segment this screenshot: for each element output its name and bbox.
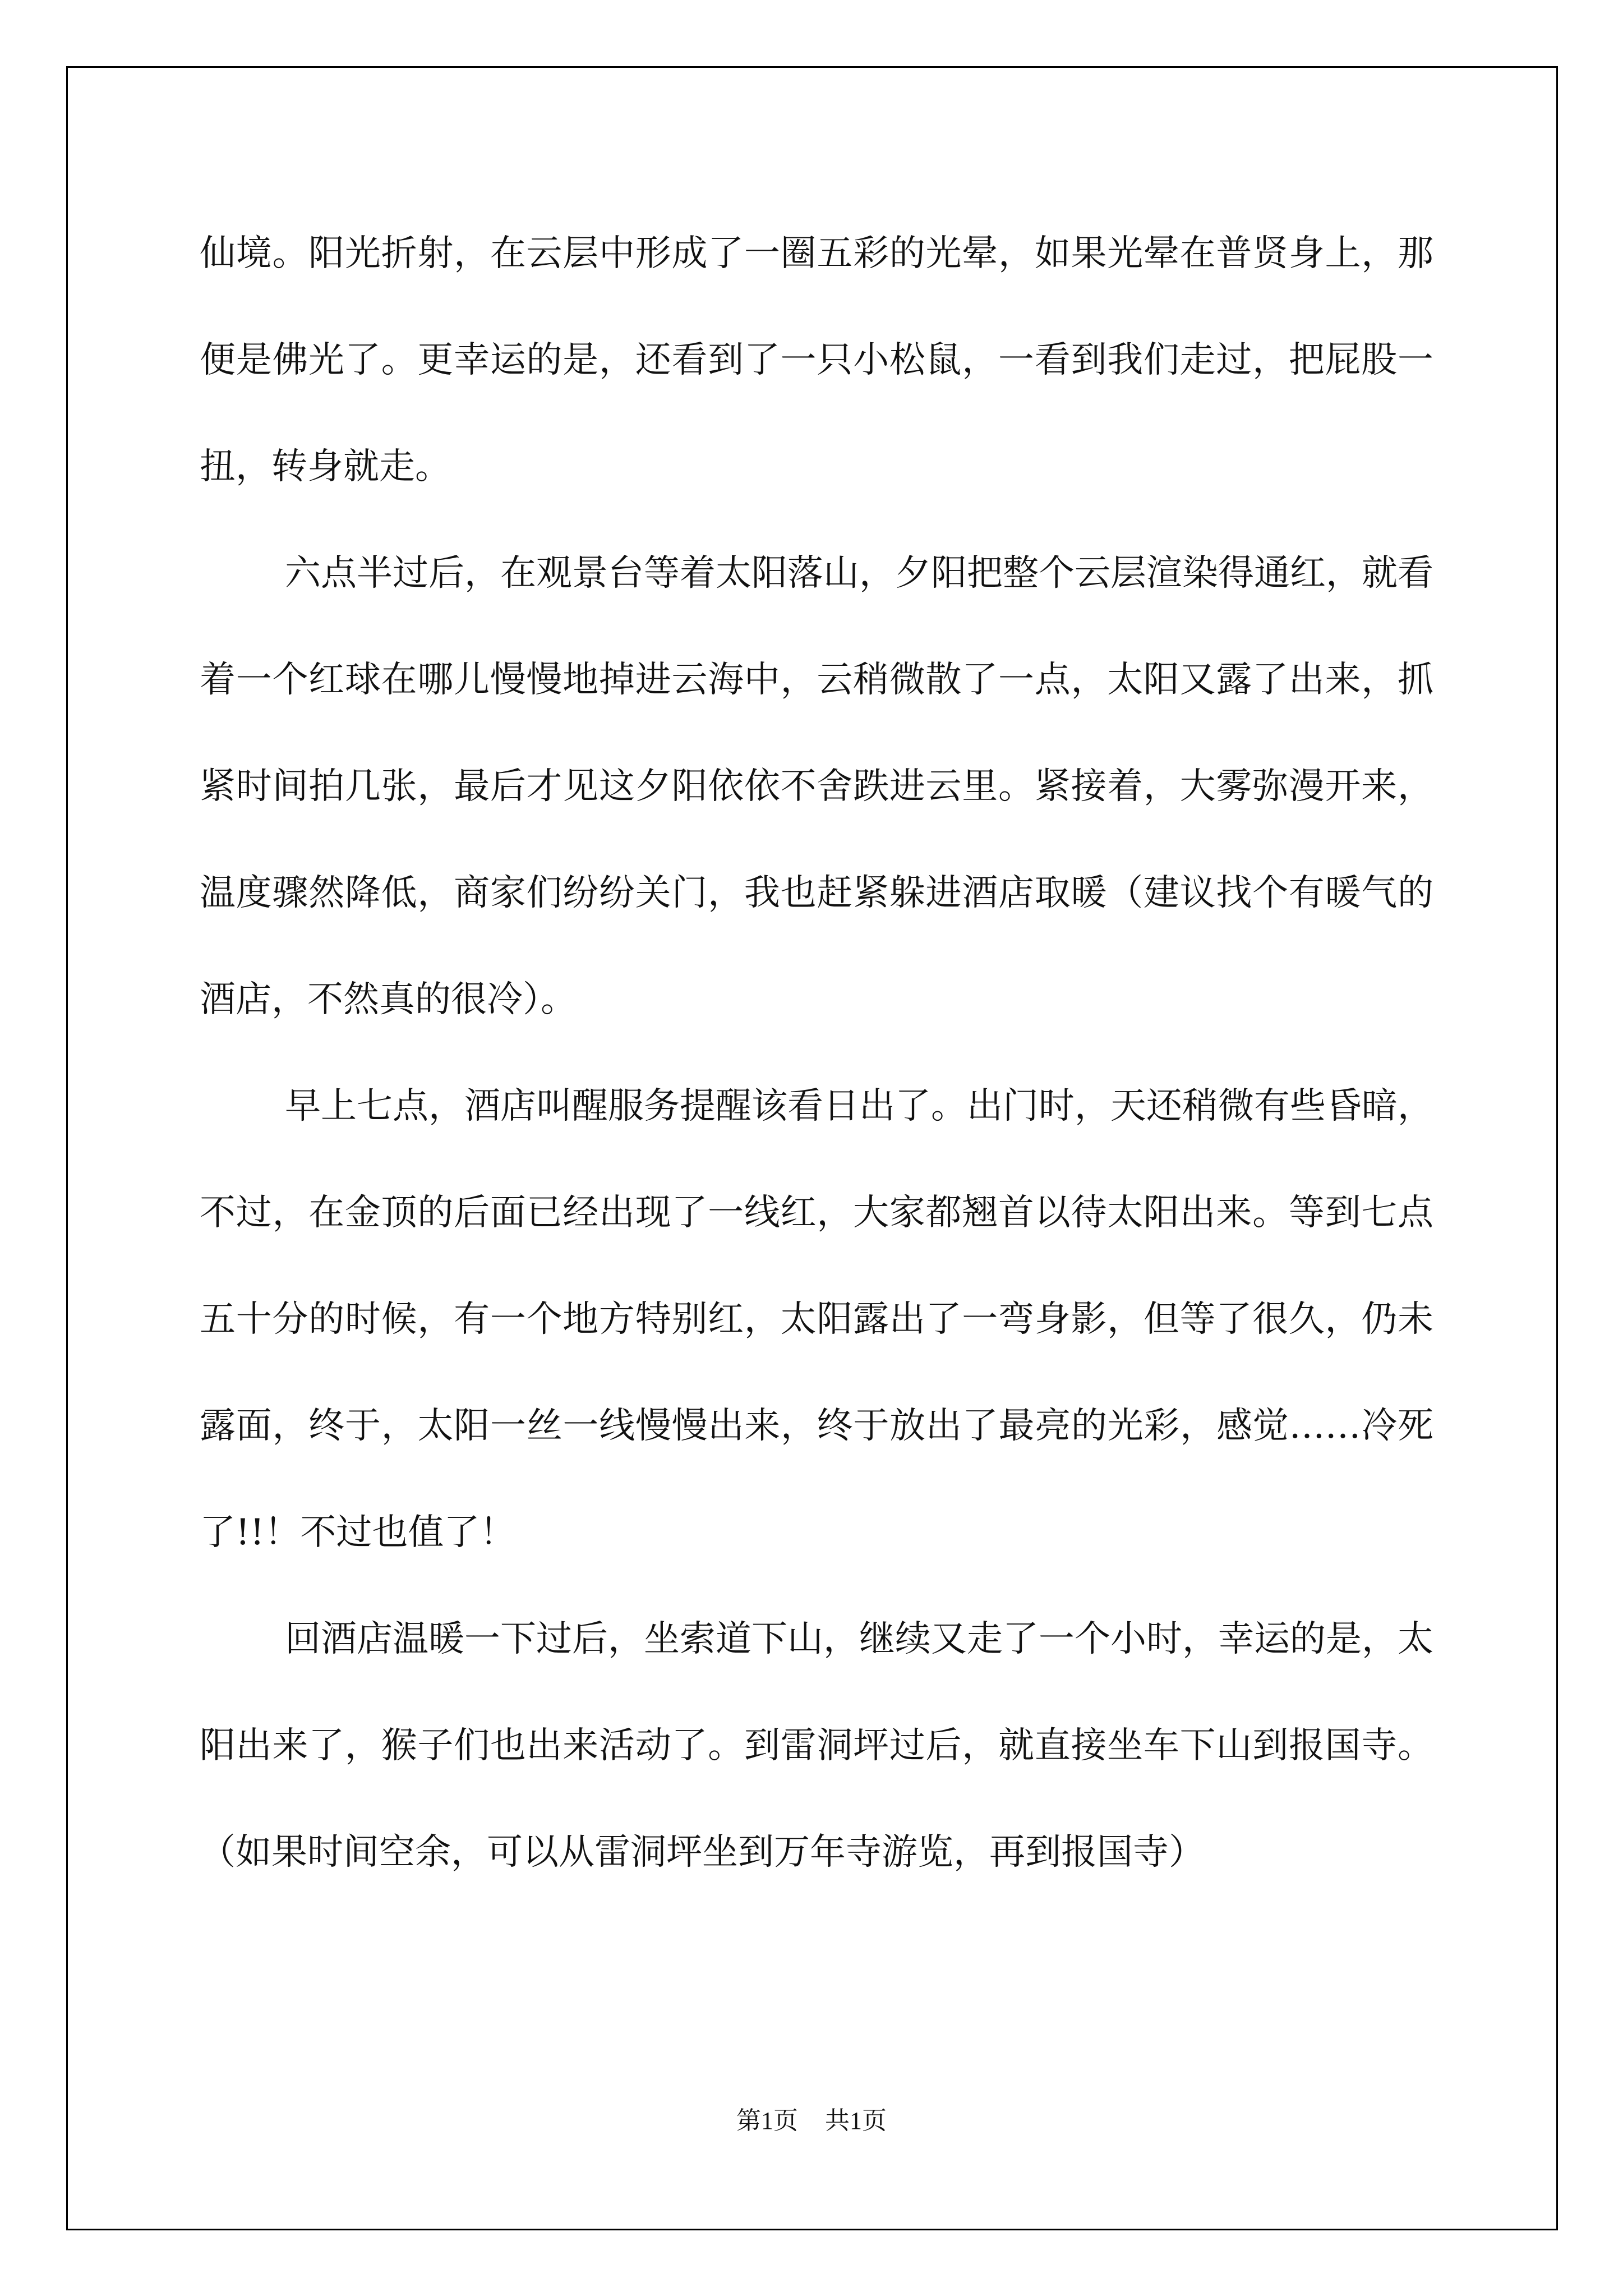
document-body <box>200 200 1433 1906</box>
page-number: 第1页 <box>736 2107 798 2134</box>
page-footer <box>0 2100 1623 2136</box>
paragraph-4: 回酒店温暖一下过后，坐索道下山，继续又走了一个小时，幸运的是，太阳出来了，猴子们也出来活动了。到雷洞坪过后，就直接坐车下山到报国寺。（如果时间空余，可以从雷洞坪坐到万年寺游览，再到报国寺） <box>200 1618 1433 1873</box>
page-total: 共1页 <box>825 2107 887 2134</box>
paragraph-3: 早上七点，酒店叫醒服务提醒该看日出了。出门时，天还稍微有些昏暗，不过，在金顶的后面已经出现了一线红，大家都翘首以待太阳出来。等到七点五十分的时候，有一个地方特别红，太阳露出了一弯身影，但等了很久，仍未露面，终于，太阳一丝一线慢慢出来，终于放出了最亮的光彩，感觉……冷死了!!！不过也值了！ <box>200 1085 1433 1553</box>
paragraph-1: 仙境。阳光折射，在云层中形成了一圈五彩的光晕，如果光晕在普贤身上，那便是佛光了。更幸运的是，还看到了一只小松鼠，一看到我们走过，把屁股一扭，转身就走。 <box>200 233 1433 487</box>
paragraph-2: 六点半过后，在观景台等着太阳落山，夕阳把整个云层渲染得通红，就看着一个红球在哪儿慢慢地掉进云海中，云稍微散了一点，太阳又露了出来，抓紧时间拍几张，最后才见这夕阳依依不舍跌进云里。紧接着，大雾弥漫开来，温度骤然降低，商家们纷纷关门，我也赶紧躲进酒店取暖（建议找个有暖气的酒店，不然真的很冷）。 <box>200 553 1433 1020</box>
